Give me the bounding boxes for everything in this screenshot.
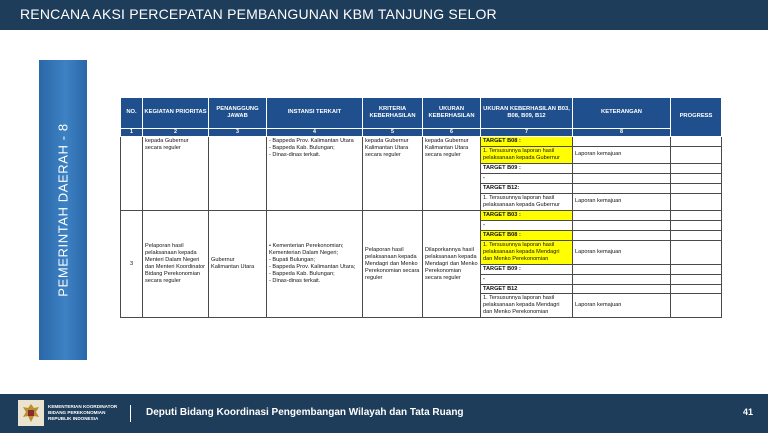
- target-detail: 1. Tersusunnya laporan hasil pelaksanaan kepada Gubernur: [481, 146, 573, 163]
- footer-divider: [130, 405, 131, 422]
- header-row: [121, 98, 722, 129]
- col-header-penanggung-jawab: PENANGGUNG JAWAB: [209, 98, 267, 129]
- cell-keterangan: [573, 173, 671, 183]
- org-name: [48, 404, 117, 422]
- garuda-emblem-icon: [18, 400, 44, 426]
- org-line: KEMENTERIAN KOORDINATOR: [48, 404, 118, 409]
- cell-kegiatan: kepada Gubernur secara reguler: [143, 136, 209, 210]
- cell-progress: [671, 274, 722, 284]
- col-header-progress: PROGRESS: [671, 98, 722, 137]
- col-header-ukuran-target: UKURAN KEBERHASILAN B03, B08, B09, B12: [481, 98, 573, 129]
- col-header-kriteria: KRITERIA KEBERHASILAN: [363, 98, 423, 129]
- instansi-item: - Bappeda Prov. Kalimantan Utara: [269, 137, 354, 144]
- slide-title: RENCANA AKSI PERCEPATAN PEMBANGUNAN KBM TANJUNG SELOR: [20, 6, 497, 22]
- target-label: TARGET B12:: [481, 183, 573, 193]
- cell-keterangan: [573, 284, 671, 294]
- col-number: 4: [267, 129, 363, 137]
- cell-no: 3: [121, 210, 143, 318]
- cell-ukuran: kepada Gubernur Kalimantan Utara secara reguler: [423, 136, 481, 210]
- col-number: 3: [209, 129, 267, 137]
- cell-keterangan: Laporan kemajuan: [573, 193, 671, 210]
- cell-keterangan: [573, 163, 671, 173]
- cell-keterangan: [573, 210, 671, 220]
- col-number: 6: [423, 129, 481, 137]
- cell-progress: [671, 294, 722, 318]
- cell-progress: [671, 264, 722, 274]
- cell-progress: [671, 183, 722, 193]
- instansi-item: - Bupati Bulungan;: [269, 257, 316, 264]
- col-header-keterangan: KETERANGAN: [573, 98, 671, 129]
- cell-progress: [671, 240, 722, 264]
- instansi-item: - Dinas-dinas terkait.: [269, 278, 321, 284]
- col-number: 8: [573, 129, 671, 137]
- cell-progress: [671, 230, 722, 240]
- cell-keterangan: [573, 183, 671, 193]
- cell-instansi: [267, 210, 363, 318]
- slide-header: [0, 0, 768, 30]
- table-row: [121, 210, 722, 220]
- target-label: -: [481, 220, 573, 230]
- instansi-item: - Bappeda Kab. Bulungan;: [269, 271, 335, 278]
- cell-keterangan: [573, 136, 671, 146]
- column-number-row: [121, 129, 722, 137]
- col-number: 1: [121, 129, 143, 137]
- target-detail: 1. Tersusunnya laporan hasil pelaksanaan kepada Mendagri dan Menko Perekonomian: [481, 240, 573, 264]
- col-header-instansi: INSTANSI TERKAIT: [267, 98, 363, 129]
- col-number: 2: [143, 129, 209, 137]
- cell-kriteria: kepada Gubernur Kalimantan Utara secara reguler: [363, 136, 423, 210]
- instansi-item: - Bappeda Kab. Bulungan;: [269, 144, 335, 151]
- target-detail: 1. Tersusunnya laporan hasil pelaksanaan kepada Mendagri dan Menko Perekonomian: [481, 294, 573, 318]
- org-line: REPUBLIK INDONESIA: [48, 415, 99, 421]
- target-label: TARGET B08 :: [481, 230, 573, 240]
- cell-keterangan: [573, 230, 671, 240]
- cell-instansi: [267, 136, 363, 210]
- instansi-item: • Kementerian Perekonomian; Kementerian Dalam Negeri;: [269, 243, 344, 257]
- col-header-kegiatan: KEGIATAN PRIORITAS: [143, 98, 209, 129]
- table-row: [121, 136, 722, 146]
- side-banner: [39, 60, 87, 360]
- action-plan-table-wrap: [120, 97, 721, 344]
- cell-keterangan: [573, 274, 671, 284]
- col-number: 5: [363, 129, 423, 137]
- cell-progress: [671, 220, 722, 230]
- cell-progress: [671, 146, 722, 163]
- cell-keterangan: Laporan kemajuan: [573, 240, 671, 264]
- target-label: TARGET B09 :: [481, 264, 573, 274]
- deputy-title: Deputi Bidang Koordinasi Pengembangan Wilayah dan Tata Ruang: [146, 407, 464, 418]
- org-line: BIDANG PEREKONOMIAN: [48, 409, 106, 415]
- cell-no: [121, 136, 143, 210]
- cell-progress: [671, 284, 722, 294]
- cell-kegiatan: Pelaporan hasil pelaksanaan kepada Menteri Dalam Negeri dan Menteri Koordinator Bidang Perekonomian secara reguler: [143, 210, 209, 318]
- cell-progress: [671, 163, 722, 173]
- target-label: TARGET B08 :: [481, 136, 573, 146]
- cell-keterangan: [573, 220, 671, 230]
- target-detail: 1. Tersusunnya laporan hasil pelaksanaan kepada Gubernur: [481, 193, 573, 210]
- cell-progress: [671, 136, 722, 146]
- page-number: 41: [743, 407, 754, 417]
- instansi-item: - Dinas-dinas terkait.: [269, 151, 321, 158]
- cell-kriteria: Pelaporan hasil pelaksanaan kepada Mendagri dan Menko Perekonomian secara reguler: [363, 210, 423, 318]
- cell-keterangan: Laporan kemajuan: [573, 294, 671, 318]
- cell-penanggung-jawab: [209, 136, 267, 210]
- instansi-item: - Bappeda Prov. Kalimantan Utara;: [269, 264, 356, 271]
- cell-progress: [671, 210, 722, 220]
- target-label: TARGET B03 :: [481, 210, 573, 220]
- cell-keterangan: [573, 264, 671, 274]
- target-label: TARGET B09 :: [481, 163, 573, 173]
- col-header-no: NO.: [121, 98, 143, 129]
- col-header-ukuran: UKURAN KEBERHASILAN: [423, 98, 481, 129]
- cell-progress: [671, 173, 722, 183]
- slide-footer: [0, 394, 768, 433]
- cell-penanggung-jawab: Gubernur Kalimantan Utara: [209, 210, 267, 318]
- col-number: 7: [481, 129, 573, 137]
- cell-ukuran: Dilaporkannya hasil pelaksanaan kepada Mendagri dan Menko Perekonomian secara reguler: [423, 210, 481, 318]
- cell-progress: [671, 193, 722, 210]
- target-label: -: [481, 274, 573, 284]
- side-banner-label: PEMERINTAH DAERAH - 8: [55, 123, 71, 297]
- target-label: TARGET B12: [481, 284, 573, 294]
- target-label: -: [481, 173, 573, 183]
- action-plan-table: [120, 97, 722, 318]
- cell-keterangan: Laporan kemajuan: [573, 146, 671, 163]
